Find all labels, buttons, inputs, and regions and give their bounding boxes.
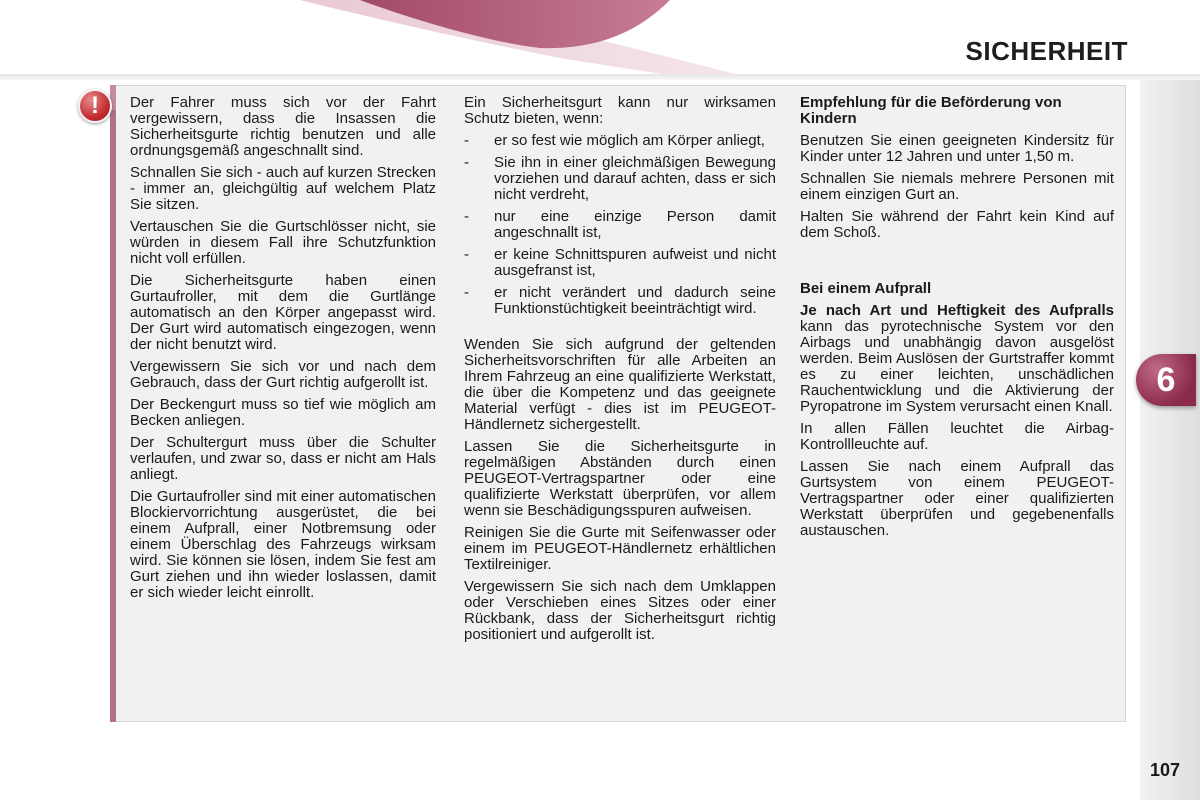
paragraph: Schnallen Sie niemals mehrere Personen mit einem einzigen Gurt an. [800,170,1114,203]
chapter-number: 6 [1156,361,1176,399]
paragraph: In allen Fällen leuchtet die Airbag-Kontrollleuchte auf. [800,420,1114,453]
paragraph: Die Sicherheitsgurte haben einen Gurtaufroller, mit dem die Gurtlänge automatisch an den Körper angepasst wird. Der Gurt wird automatisch eingezogen, wenn der nicht benutzt wird. [130,272,436,353]
paragraph: Ein Sicherheitsgurt kann nur wirksamen Schutz bieten, wenn: [464,94,776,127]
paragraph: Vergewissern Sie sich vor und nach dem Gebrauch, dass der Gurt richtig aufgerollt ist. [130,358,436,391]
side-strip [1140,80,1200,800]
header-divider [0,74,1200,80]
paragraph: Lassen Sie die Sicherheitsgurte in regelmäßigen Abständen durch einen PEUGEOT-Vertragspartner oder eine qualifizierte Werkstatt überprüfen, vor allem wenn sie Beschädigungsspuren aufweisen. [464,438,776,519]
paragraph: Schnallen Sie sich - auch auf kurzen Strecken - immer an, gleichgültig auf welchem Platz Sie sitzen. [130,164,436,213]
section-heading: Empfehlung für die Beförderung von Kindern [800,94,1062,127]
column-3 [800,95,1114,545]
paragraph: Benutzen Sie einen geeigneten Kindersitz für Kinder unter 12 Jahren und unter 1,50 m. [800,132,1114,165]
spacer [464,323,776,337]
list-item: - nur eine einzige Person damit angeschnallt ist, [464,209,776,241]
list-item: - er nicht verändert und dadurch seine Funktionstüchtigkeit beeinträchtigt wird. [464,285,776,317]
paragraph: Der Beckengurt muss so tief wie möglich am Becken anliegen. [130,396,436,429]
list-item: - er so fest wie möglich am Körper anliegt, [464,133,776,149]
lead-text: kann das pyrotechnische System vor den Airbags und unabhängig davon ausgelöst werden. Beim Auslösen der Gurtstraffer kommt es zu einer leichten, unschädlichen Rauchentwicklung und die Aktivierung der Pyropatrone im System verursacht einen Knall. [800,318,1114,415]
page-number: 107 [1150,760,1181,780]
paragraph: Wenden Sie sich aufgrund der geltenden Sicherheitsvorschriften für alle Arbeiten an Ihrem Fahrzeug an eine qualifizierte Werkstatt, die über die Kompetenz und das geeignete Material verfügt - dies ist im PEUGEOT-Händlernetz sichergestellt. [464,336,776,433]
column-2 [464,95,776,649]
page-title: SICHERHEIT [965,36,1128,66]
section-heading: Bei einem Aufprall [800,280,932,297]
warning-glyph: ! [91,92,99,119]
paragraph: Vergewissern Sie sich nach dem Umklappen oder Verschieben eines Sitzes oder einer Rückbank, dass der Sicherheitsgurt richtig positioniert und aufgerollt ist. [464,578,776,643]
condition-list [464,133,776,317]
spacer [800,247,1114,281]
column-1 [130,95,436,607]
paragraph: Lassen Sie nach einem Aufprall das Gurtsystem von einem PEUGEOT-Vertragspartner oder einer qualifizierten Werkstatt überprüfen und gegebenenfalls austauschen. [800,458,1114,539]
list-item: - er keine Schnittspuren aufweist und nicht ausgefranst ist, [464,247,776,279]
chapter-tab[interactable] [1136,354,1196,406]
paragraph: Die Gurtaufroller sind mit einer automatischen Blockiervorrichtung ausgerüstet, die bei einem Aufprall, einer Notbremsung oder einem Überschlag des Fahrzeugs wirksam wird. Sie können sie lösen, indem Sie fest am Gurt ziehen und ihn wieder loslassen, damit er sich wieder leicht einrollt. [130,488,436,601]
paragraph: Der Schultergurt muss über die Schulter verlaufen, und zwar so, dass er nicht am Hals anliegt. [130,434,436,483]
list-item: - Sie ihn in einer gleichmäßigen Bewegung vorziehen und darauf achten, dass er sich nicht verdreht, [464,155,776,203]
paragraph: Der Fahrer muss sich vor der Fahrt vergewissern, dass die Insassen die Sicherheitsgurte richtig benutzen und alle ordnungsgemäß angeschnallt sind. [130,94,436,159]
bold-lead: Je nach Art und Heftigkeit des Aufpralls [800,302,1114,319]
paragraph: Reinigen Sie die Gurte mit Seifenwasser oder einem im PEUGEOT-Händlernetz erhältlichen Textilreiniger. [464,524,776,573]
paragraph [800,303,1114,415]
paragraph: Vertauschen Sie die Gurtschlösser nicht, sie würden in diesem Fall ihre Schutzfunktion nicht voll erfüllen. [130,218,436,267]
paragraph: Halten Sie während der Fahrt kein Kind auf dem Schoß. [800,208,1114,241]
warning-bar [110,110,116,722]
exclamation-warning-icon [78,89,112,123]
